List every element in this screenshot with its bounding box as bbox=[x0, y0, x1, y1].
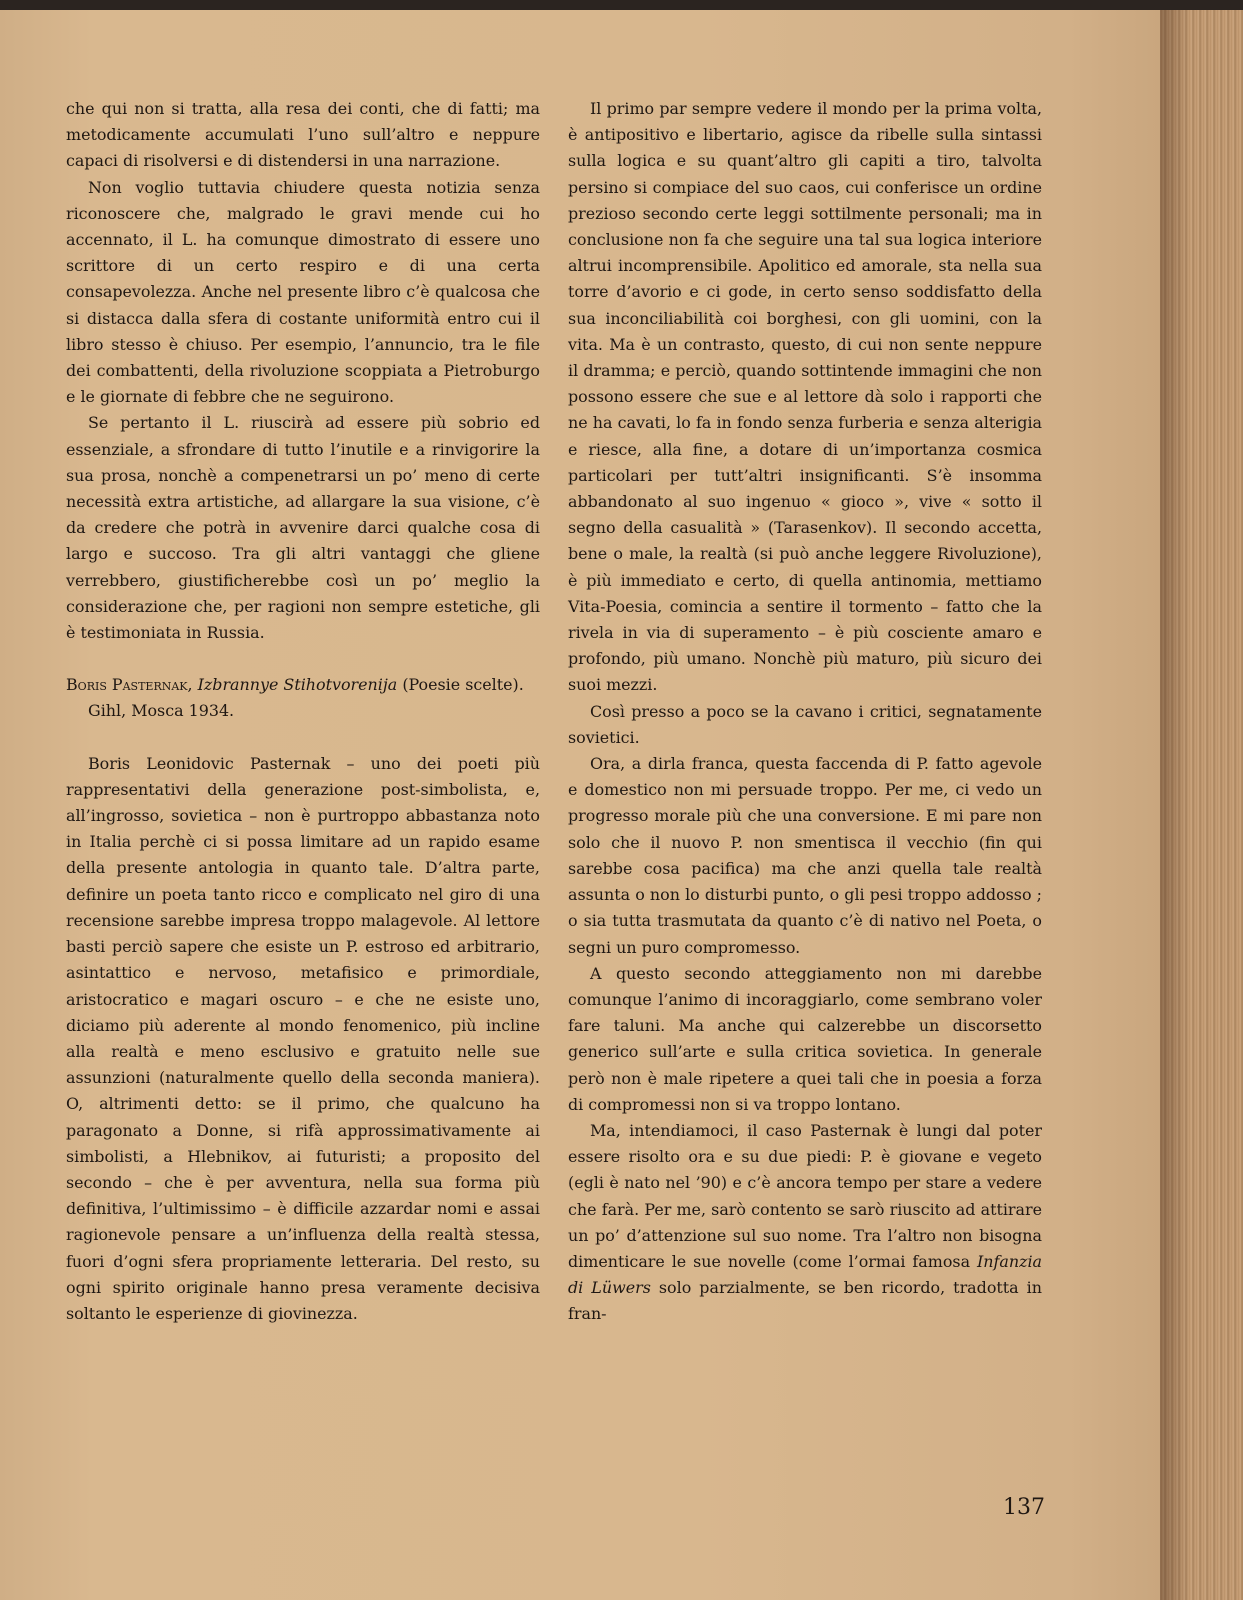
paragraph: Ora, a dirla franca, questa faccenda di P. fatto agevole e domestico non mi persuade troppo. Per me, ci vedo un progresso morale più che una conversione. E mi pare non solo che il nuovo P. non smentisca il vecchio (fin qui sarebbe cosa pacifica) ma che anzi quella tale realtà assunta o non lo disturbi punto, o gli pesi troppo addosso ; o sia tutta trasmutata da quanto c’è di nativo nel Poeta, o segni un puro compromesso. bbox=[568, 754, 1042, 957]
page-number: 137 bbox=[1003, 1495, 1045, 1520]
paragraph: Così presso a poco se la cavano i critici, segnatamente sovietici. bbox=[568, 701, 1042, 747]
paragraph: Non voglio tuttavia chiudere questa notizia senza riconoscere che, malgrado le gravi mende cui ho accennato, il L. ha comunque dimostrato di essere uno scrittore di un certo respiro e di una certa consapevolezza. Anche nel presente libro c’è qualcosa che si distacca dalla sfera di costante uniformità entro cui il libro stesso è chiuso. Per esempio, l’annuncio, tra le file dei combattenti, della rivoluzione scoppiata a Pietroburgo e le giornate di febbre che ne seguirono. bbox=[66, 177, 540, 407]
paragraph: A questo secondo atteggiamento non mi darebbe comunque l’animo di incoraggiarlo, come sembrano voler fare taluni. Ma anche qui calzerebbe un discorsetto generico sull’arte e sulla critica sovietica. In generale però non è male ripetere a quei tali che in poesia a forza di compromessi non si va troppo lontano. bbox=[568, 963, 1042, 1114]
text-run: solo parzialmente, se ben ricordo, tradotta in fran- bbox=[568, 1278, 1042, 1324]
book-title: Infanzia di Lüwers bbox=[568, 1251, 1042, 1298]
book-page bbox=[0, 10, 1160, 1600]
left-column bbox=[66, 96, 540, 1327]
review-heading bbox=[66, 672, 540, 724]
paragraph: Se pertanto il L. riuscirà ad essere più sobrio ed essenziale, a sfrondare di tutto l’inutile e a rinvigorire la sua prosa, nonchè a compenetrarsi un po’ meno di certe necessità extra artistiche, ad allargare la sua visione, c’è da credere che potrà in avvenire darci qualche cosa di largo e succoso. Tra gli altri vantaggi che gliene verrebbero, giustificherebbe così un po’ meglio la considerazione che, per ragioni non sempre estetiche, gli è testimoniata in Russia. bbox=[66, 413, 540, 643]
heading-title: Izbrannye Stihotvorenija bbox=[197, 675, 398, 695]
paragraph: Boris Leonidovic Pasternak – uno dei poeti più rappresentativi della generazione post-simbolista, e, all’ingrosso, sovietica – non è purtroppo abbastanza noto in Italia perchè ci si possa limitare ad un rapido esame della presente antologia in quanto tale. D’altra parte, definire un poeta tanto ricco e complicato nel giro di una recensione sarebbe impresa troppo malagevole. Al lettore basti perciò sapere che esiste un P. estroso ed arbitrario, asintattico e nervoso, metafisico e primordiale, aristocratico e magari oscuro – e che ne esiste uno, diciamo più aderente al mondo fenomenico, più incline alla realtà e meno esclusivo e gratuito nelle sue assunzioni (naturalmente quello della seconda maniera). O, altrimenti detto: se il primo, che qualcuno ha paragonato a Donne, si rifà approssimativamente ai simbolisti, a Hlebnikov, ai futuristi; a proposito del secondo – che è per avventura, nella sua forma più definitiva, l’ultimissimo – è difficile azzardar nomi e assai ragionevole pensare a un’influenza della realtà stessa, fuori d’ogni sfera propriamente letteraria. Del resto, su ogni spirito originale hanno presa veramente decisiva soltanto le esperienze di giovinezza. bbox=[66, 753, 540, 1323]
paragraph bbox=[568, 1118, 1042, 1328]
heading-rest: (Poesie scelte). Gihl, Mosca 1934. bbox=[88, 675, 524, 721]
text-run: Ma, intendiamoci, il caso Pasternak è lungi dal poter essere risolto ora e su due piedi: P. è giovane e vegeto (egli è nato nel ’90) e c’è ancora tempo per stare a vedere che farà. Per me, sarò contento se sarò riuscito ad attirare un po’ d’attenzione sul suo nome. Tra l’altro non bisogna dimenticare le sue novelle (come l’ormai famosa bbox=[568, 1120, 1042, 1271]
right-column bbox=[568, 96, 1042, 1328]
page-edges bbox=[1160, 10, 1243, 1600]
heading-author: Boris Pasternak, bbox=[66, 675, 193, 695]
paragraph: che qui non si tratta, alla resa dei conti, che di fatti; ma metodicamente accumulati l’uno sull’altro e neppure capaci di risolversi e di distendersi in una narrazione. bbox=[66, 99, 540, 171]
paragraph: Il primo par sempre vedere il mondo per la prima volta, è antipositivo e libertario, agisce da ribelle sulla sintassi sulla logica e su quant’altro gli capiti a tiro, talvolta persino si compiace del suo caos, cui conferisce un ordine prezioso secondo certe leggi sottilmente personali; ma in conclusione non fa che seguire una tal sua logica interiore altrui incomprensibile. Apolitico ed amorale, sta nella sua torre d’avorio e ci gode, in certo senso soddisfatto della sua inconciliabilità coi borghesi, con gli uomini, con la vita. Ma è un contrasto, questo, di cui non sente neppure il dramma; e perciò, quando sottintende immagini che non possono essere che sue e al lettore dà solo i rapporti che ne ha cavati, lo fa in fondo senza furberia e senza alterigia e riesce, alla fine, a dotare di un’importanza cosmica particolari per tutt’altri insignificanti. S’è insomma abbandonato al suo ingenuo « gioco », vive « sotto il segno della casualità » (Tarasenkov). Il secondo accetta, bene o male, la realtà (si può anche leggere Rivoluzione), è più immediato e certo, di quella antinomia, mettiamo Vita-Poesia, comincia a sentire il tormento – fatto che la rivela in via di superamento – è più cosciente amaro e profondo, più umano. Nonchè più maturo, più sicuro dei suoi mezzi. bbox=[568, 99, 1042, 695]
